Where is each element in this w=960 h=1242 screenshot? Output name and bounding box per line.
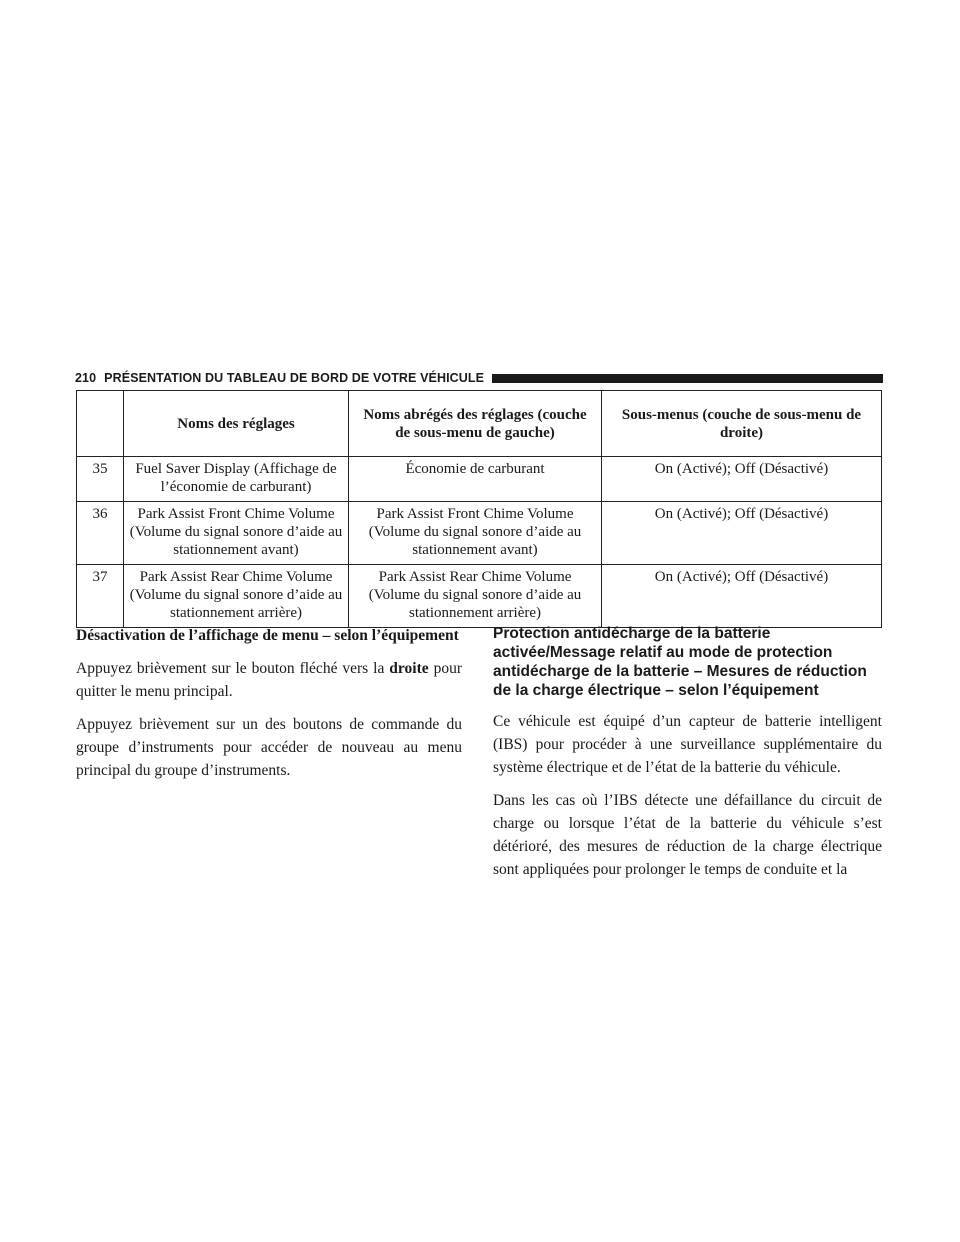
left-column xyxy=(76,624,462,792)
menu-off-paragraph-1 xyxy=(76,657,462,703)
battery-paragraph-2: Dans les cas où l’IBS détecte une défaillance du circuit de charge ou lorsque l’état de la batterie du véhicule s’est détérioré, des mesures de réduction de la charge électrique sont appliquées pour prolonger le temps de conduite et la xyxy=(493,792,882,878)
battery-paragraph-1: Ce véhicule est équipé d’un capteur de batterie intelligent (IBS) pour procéder à une surveillance supplémentaire du système électrique et de l’état de la batterie du véhicule. xyxy=(493,713,882,776)
settings-table xyxy=(76,390,882,628)
header-rule xyxy=(492,374,883,383)
row-submenus: On (Activé); Off (Désactivé) xyxy=(602,502,882,565)
page-number: 210 xyxy=(75,371,97,385)
page-header xyxy=(75,369,883,387)
table-header-row xyxy=(77,391,882,457)
menu-off-paragraph-2: Appuyez brièvement sur un des boutons de commande du groupe d’instruments pour accéder de nouveau au menu principal du groupe d’instruments. xyxy=(76,716,462,779)
header-submenus: Sous-menus (couche de sous-menu de droite) xyxy=(602,391,882,457)
row-number: 36 xyxy=(77,502,124,565)
row-setting-name: Fuel Saver Display (Affichage de l’économie de carburant) xyxy=(124,457,349,502)
right-column xyxy=(493,624,882,891)
row-setting-name: Park Assist Front Chime Volume (Volume du signal sonore d’aide au stationnement avant) xyxy=(124,502,349,565)
section-title: PRÉSENTATION DU TABLEAU DE BORD DE VOTRE VÉHICULE xyxy=(104,371,485,385)
table-row xyxy=(77,565,882,628)
row-number: 35 xyxy=(77,457,124,502)
row-submenus: On (Activé); Off (Désactivé) xyxy=(602,457,882,502)
row-abbreviated-name: Park Assist Front Chime Volume (Volume du signal sonore d’aide au stationnement avant) xyxy=(349,502,602,565)
row-number: 37 xyxy=(77,565,124,628)
row-submenus: On (Activé); Off (Désactivé) xyxy=(602,565,882,628)
header-abbreviated-names: Noms abrégés des réglages (couche de sous-menu de gauche) xyxy=(349,391,602,457)
row-abbreviated-name: Économie de carburant xyxy=(349,457,602,502)
header-setting-names: Noms des réglages xyxy=(124,391,349,457)
header-number xyxy=(77,391,124,457)
para-text: pour quitter le menu principal. xyxy=(76,660,462,700)
table-row xyxy=(77,502,882,565)
battery-protection-heading: Protection antidécharge de la batterie activée/Message relatif au mode de protection antidécharge de la batterie – Mesures de réduction de la charge électrique – selon l’équipement xyxy=(493,625,867,699)
row-setting-name: Park Assist Rear Chime Volume (Volume du signal sonore d’aide au stationnement arrière) xyxy=(124,565,349,628)
table-row xyxy=(77,457,882,502)
menu-off-subheading: Désactivation de l’affichage de menu – selon l’équipement xyxy=(76,627,459,644)
para-text: Appuyez brièvement sur le bouton fléché vers la xyxy=(76,660,390,677)
row-abbreviated-name: Park Assist Rear Chime Volume (Volume du signal sonore d’aide au stationnement arrière) xyxy=(349,565,602,628)
para-bold-word: droite xyxy=(389,660,429,677)
